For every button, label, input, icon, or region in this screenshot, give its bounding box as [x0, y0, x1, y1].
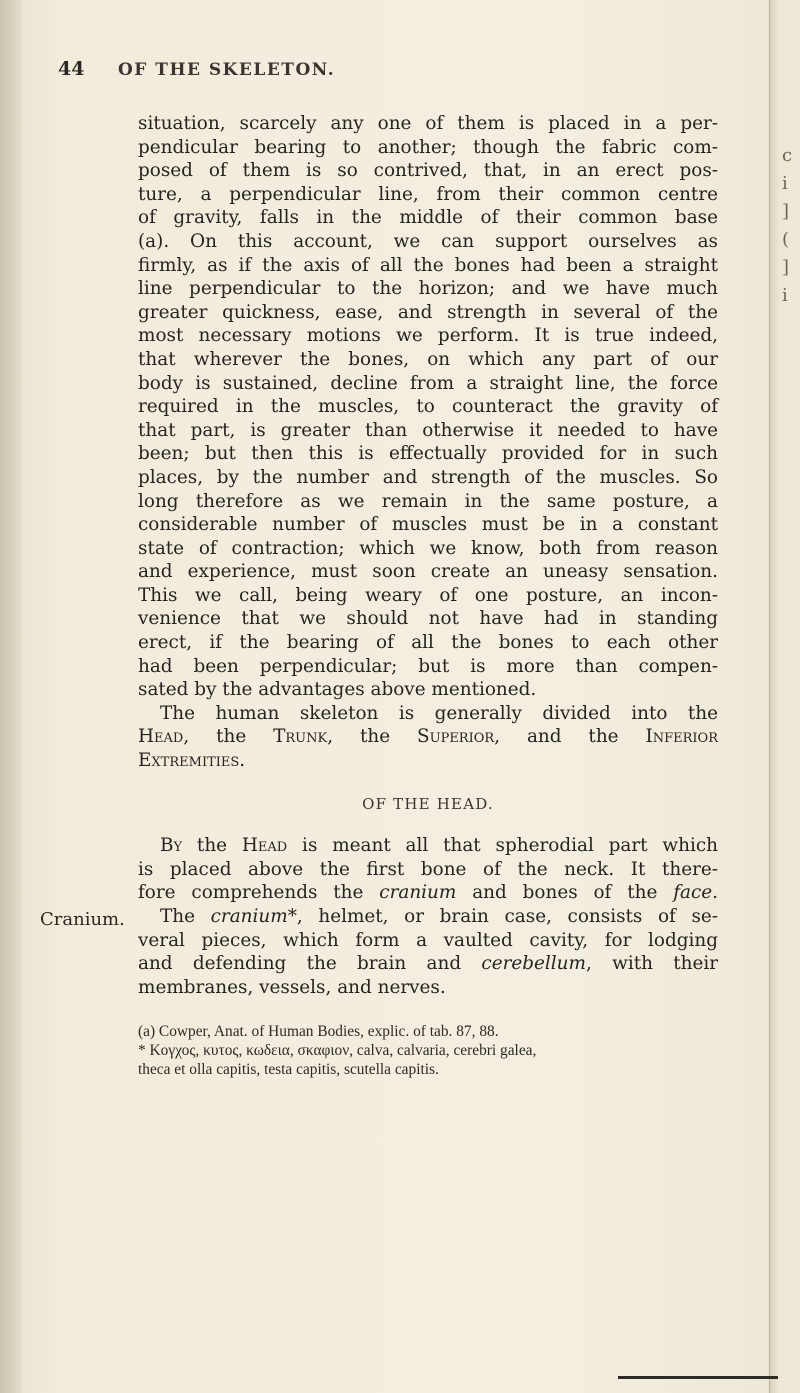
footnotes — [138, 1022, 718, 1079]
text-line: erect, if the bearing of all the bones to each other — [138, 632, 718, 654]
text-line — [138, 881, 718, 905]
text-fragment: and defending the brain and — [138, 953, 482, 975]
edge-letter: c — [782, 145, 793, 166]
paragraph-2 — [138, 702, 718, 773]
term-head: Head — [241, 835, 288, 857]
text-fragment: , the — [183, 726, 274, 748]
text-fragment: fore comprehends the — [138, 882, 380, 904]
text-line: required in the muscles, to counteract the gravity of — [138, 396, 718, 418]
page-number: 44 — [58, 58, 85, 80]
text-line: body is sustained, decline from a straight line, the force — [138, 372, 718, 394]
edge-letter: ] — [782, 201, 790, 222]
text-line — [138, 905, 718, 929]
text-line: is placed above the first bone of the neck. It there- — [138, 858, 718, 880]
text-line: posed of them is so contrived, that, in an erect pos- — [138, 160, 718, 182]
edge-letter: i — [782, 285, 788, 306]
text-line: (a). On this account, we can support ourselves as — [138, 230, 718, 252]
text-line: of gravity, falls in the middle of their common base — [138, 207, 718, 229]
text-line: considerable number of muscles must be in a constant — [138, 514, 718, 536]
text-line — [138, 834, 718, 858]
text-line: ture, a perpendicular line, from their common centre — [138, 183, 718, 205]
term-superior: Superior — [417, 726, 495, 748]
text-fragment: and bones of the — [456, 882, 674, 904]
binding-shadow — [0, 0, 22, 1393]
term-cerebellum: cerebellum — [481, 953, 586, 975]
edge-letter: ( — [782, 229, 790, 250]
text-line: that wherever the bones, on which any part of our — [138, 348, 718, 370]
text-fragment: , helmet, or brain case, consists of se- — [296, 906, 719, 927]
text-line: places, by the number and strength of the muscles. So — [138, 466, 718, 488]
text-line: state of contraction; which we know, both from reason — [138, 537, 718, 559]
term-cranium-footnoted: cranium* — [210, 906, 297, 927]
term-inferior: Inferior — [645, 726, 718, 748]
term-cranium: cranium — [379, 882, 457, 904]
text-line: The human skeleton is generally divided into the — [160, 702, 718, 724]
text-line: firmly, as if the axis of all the bones had been a straight — [138, 254, 718, 276]
term-head: Head — [138, 726, 184, 748]
text-line — [138, 952, 718, 976]
text-fragment: is meant all that spherodial part which — [287, 835, 719, 857]
text-line: line perpendicular to the horizon; and we have much — [138, 278, 718, 300]
term-extremities: Extremities. — [138, 750, 246, 772]
footnote-star: * Κογχος, κυτος, κωδεια, σκαφιον, calva, calvaria, cerebri galea, — [138, 1042, 537, 1059]
text-line: venience that we should not have had in standing — [138, 608, 718, 630]
term-trunk: Trunk — [273, 726, 328, 748]
text-line: been; but then this is effectually provided for in such — [138, 443, 718, 465]
text-fragment: , the — [327, 726, 418, 748]
edge-letters — [782, 142, 796, 310]
term-by: By — [160, 835, 183, 857]
text-line: This we call, being weary of one posture, an incon- — [138, 584, 718, 606]
text-line: most necessary motions we perform. It is true indeed, — [138, 325, 718, 347]
text-line: veral pieces, which form a vaulted cavity, for lodging — [138, 929, 718, 951]
text-fragment: , and the — [494, 726, 646, 748]
text-line — [138, 725, 718, 749]
paragraph-3 — [138, 834, 718, 999]
page-header — [58, 58, 698, 86]
paragraph-1 — [138, 112, 718, 702]
text-line: pendicular bearing to another; though the fabric com- — [138, 136, 718, 158]
text-line: long therefore as we remain in the same posture, a — [138, 490, 718, 512]
adjacent-page-edge — [769, 0, 800, 1393]
footnote-a: (a) Cowper, Anat. of Human Bodies, explic. of tab. 87, 88. — [138, 1023, 499, 1040]
body-text — [138, 112, 718, 999]
edge-letter: i — [782, 173, 788, 194]
text-line: sated by the advantages above mentioned. — [138, 679, 537, 701]
text-line: situation, scarcely any one of them is placed in a per- — [138, 113, 718, 134]
edge-letter: ] — [782, 257, 790, 278]
text-line: greater quickness, ease, and strength in several of the — [138, 301, 718, 323]
section-heading: OF THE HEAD. — [362, 794, 494, 813]
running-title: OF THE SKELETON. — [118, 60, 336, 80]
text-fragment: , with their — [585, 953, 719, 975]
text-line: and experience, must soon create an uneasy sensation. — [138, 561, 718, 583]
term-face: face. — [673, 882, 718, 904]
margin-note-cranium: Cranium. — [40, 909, 125, 930]
text-line: had been perpendicular; but is more than compen- — [138, 655, 718, 677]
text-line: that part, is greater than otherwise it needed to have — [138, 419, 718, 441]
footnote-star-continued: theca et olla capitis, testa capitis, scutella capitis. — [138, 1061, 439, 1078]
text-fragment: The — [160, 906, 211, 927]
text-line: membranes, vessels, and nerves. — [138, 976, 446, 998]
text-fragment: the — [182, 835, 242, 857]
bottom-rule — [618, 1376, 778, 1379]
